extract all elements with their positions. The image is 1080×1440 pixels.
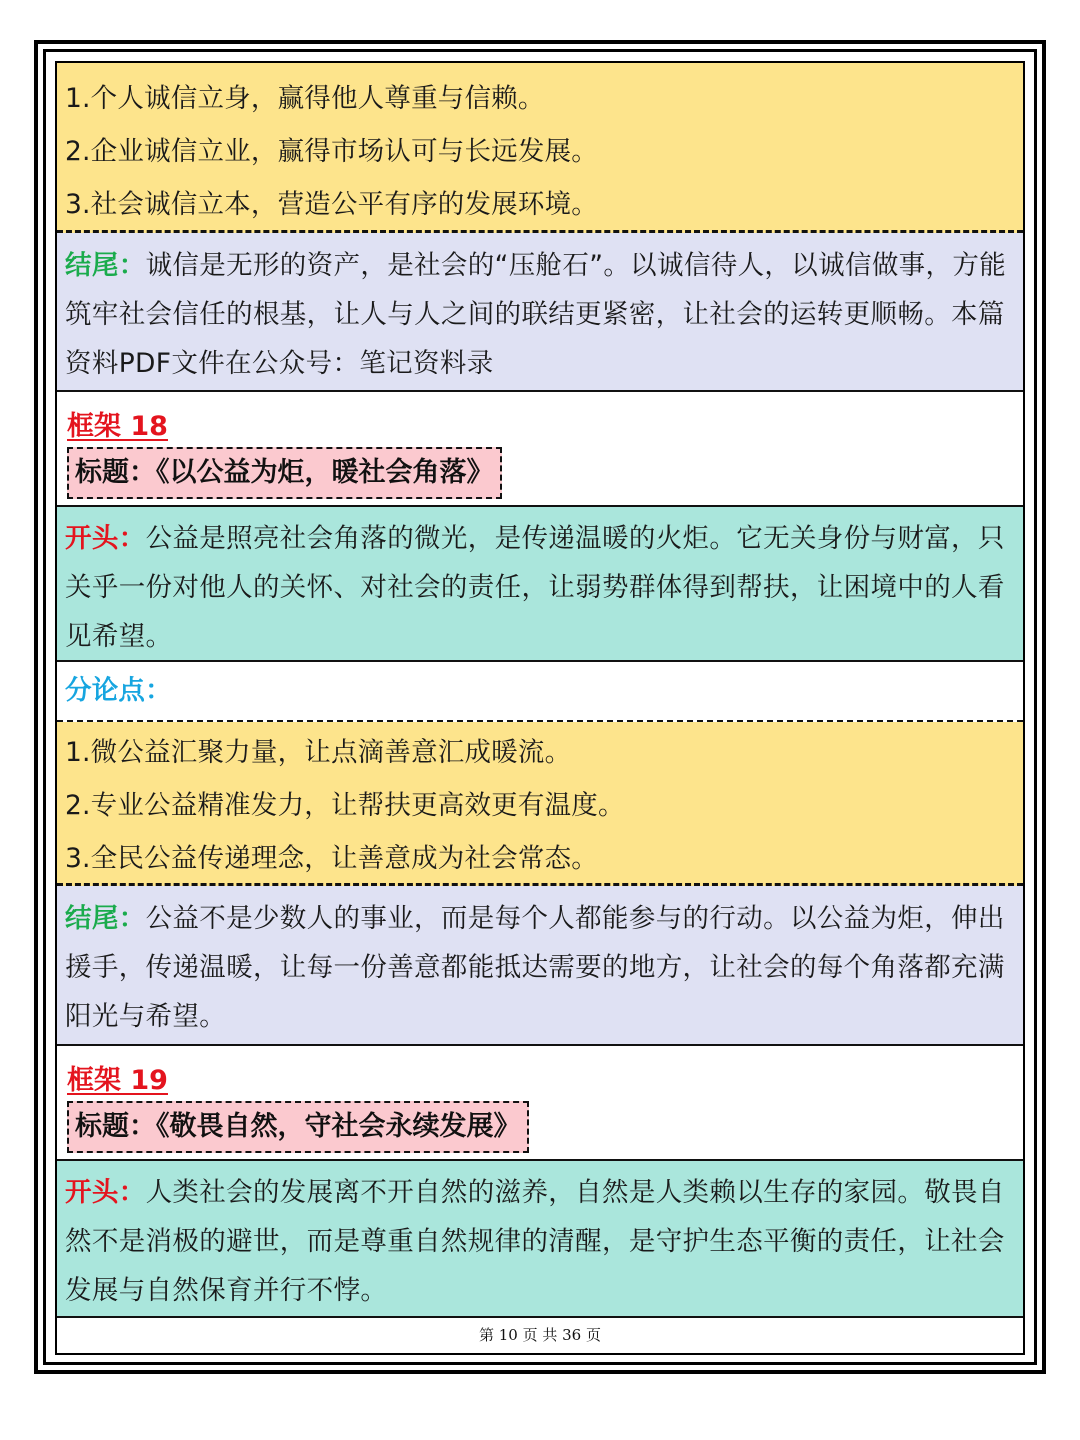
s18-header-block	[57, 392, 1023, 507]
s19-opening-paragraph	[65, 1168, 1015, 1315]
s19-opening-text: 人类社会的发展离不开自然的滋养，自然是人类赖以生存的家园。敬畏自然不是消极的避世，而是尊重自然规律的清醒，是守护生态平衡的责任，让社会发展与自然保育并行不悖。	[65, 1177, 1005, 1306]
s18-ending-paragraph	[65, 894, 1015, 1041]
s18-point-3: 3.全民公益传递理念，让善意成为社会常态。	[65, 843, 598, 874]
s18-subpoints-label: 分论点：	[65, 675, 172, 706]
s18-opening-paragraph	[65, 514, 1015, 661]
s18-subpoints-header	[57, 662, 1023, 722]
s17-ending-paragraph	[65, 241, 1015, 388]
s18-opening-block	[57, 507, 1023, 662]
s18-point-2: 2.专业公益精准发力，让帮扶更高效更有温度。	[65, 790, 625, 821]
s18-ending-label: 结尾：	[65, 903, 146, 934]
s19-title: 标题：《敬畏自然，守社会永续发展》	[67, 1101, 529, 1153]
s17-point-3: 3.社会诚信立本，营造公平有序的发展环境。	[65, 189, 598, 220]
s17-ending-block	[57, 233, 1023, 392]
s17-point-2: 2.企业诚信立业，赢得市场认可与长远发展。	[65, 136, 598, 167]
s18-opening-text: 公益是照亮社会角落的微光，是传递温暖的火炬。它无关身份与财富，只关乎一份对他人的关怀、对社会的责任，让弱势群体得到帮扶，让困境中的人看见希望。	[65, 523, 1005, 652]
s19-header-block	[57, 1046, 1023, 1161]
s18-ending-block	[57, 886, 1023, 1046]
s17-ending-label: 结尾：	[65, 250, 146, 281]
s18-opening-label: 开头：	[65, 523, 146, 554]
s18-title: 标题：《以公益为炬，暖社会角落》	[67, 447, 502, 499]
s18-points-block	[57, 722, 1023, 886]
s17-points-block	[57, 63, 1023, 233]
s18-framework-label: 框架 18	[67, 411, 168, 442]
s17-point-1: 1.个人诚信立身，赢得他人尊重与信赖。	[65, 83, 545, 114]
s17-ending-text: 诚信是无形的资产，是社会的“压舱石”。以诚信待人，以诚信做事，方能筑牢社会信任的根基，让人与人之间的联结更紧密，让社会的运转更顺畅。本篇资料PDF文件在公众号：笔记资料录	[65, 250, 1007, 379]
page-number: 第 10 页 共 36 页	[478, 1326, 601, 1344]
s19-opening-label: 开头：	[65, 1177, 146, 1208]
s18-point-1: 1.微公益汇聚力量，让点滴善意汇成暖流。	[65, 737, 572, 768]
page-content	[55, 61, 1025, 1355]
s18-ending-text: 公益不是少数人的事业，而是每个人都能参与的行动。以公益为炬，伸出援手，传递温暖，让每一份善意都能抵达需要的地方，让社会的每个角落都充满阳光与希望。	[65, 903, 1005, 1032]
s19-opening-block	[57, 1161, 1023, 1318]
s19-framework-label: 框架 19	[67, 1065, 168, 1096]
